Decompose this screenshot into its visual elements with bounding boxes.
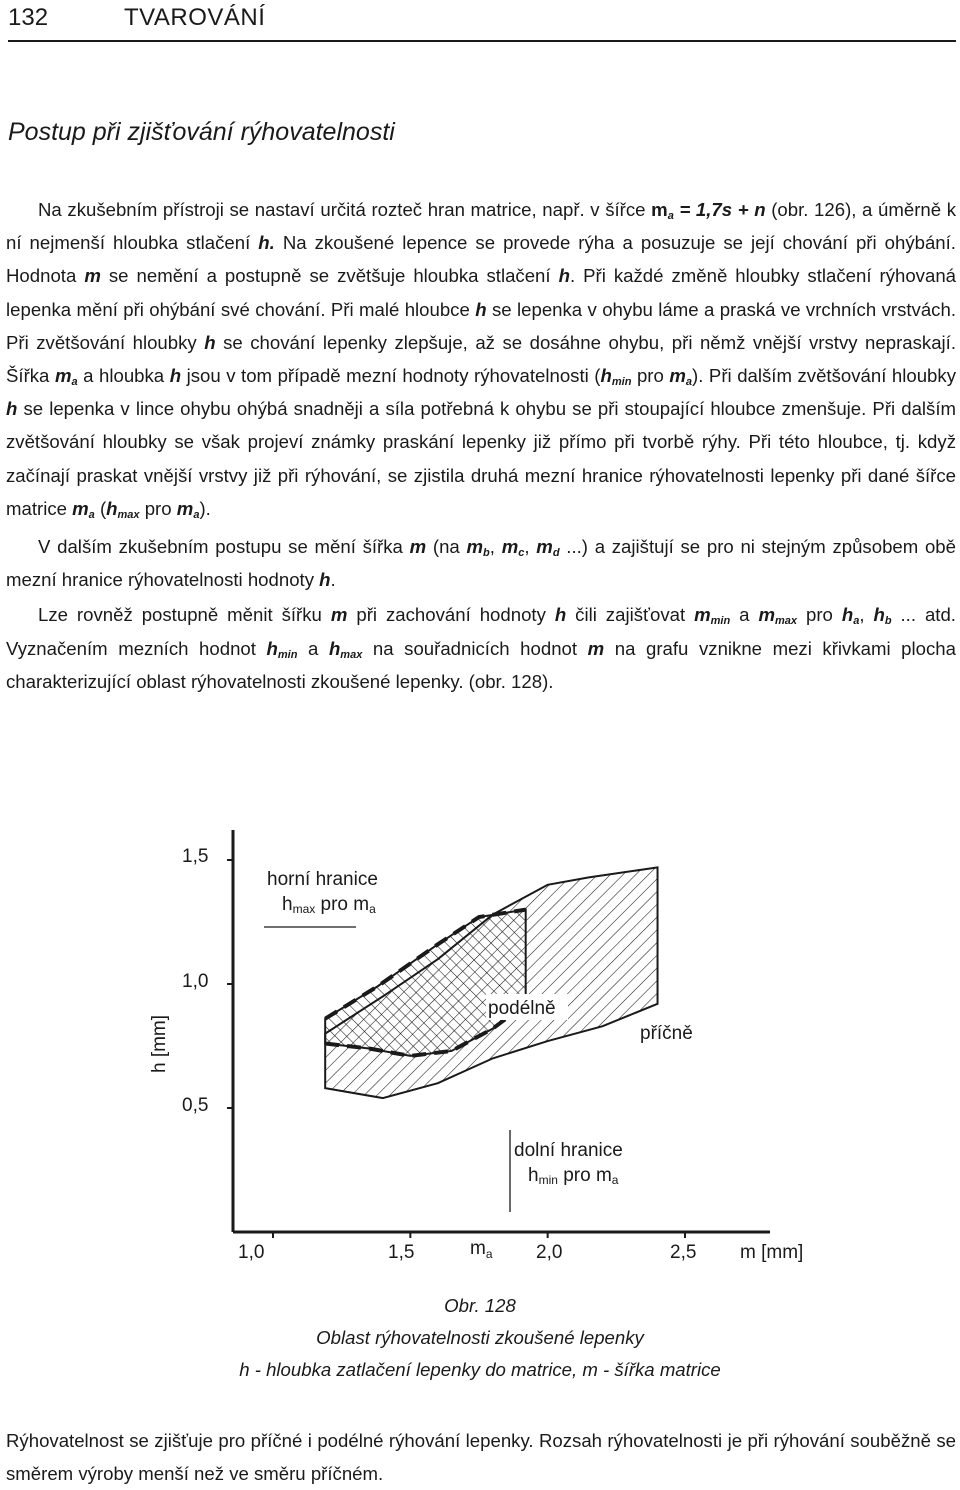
paragraph-2: V dalším zkušebním postupu se mění šířka m (na $m_b$, $m_c$, $m_d$ ...) a zajištují se pro ni stejným způsobem obě mezní hranice rýhovatelnosti hodnoty h.	[6, 536, 956, 591]
y-tick-label-3: 0,5	[182, 1095, 209, 1116]
figure-caption-title: Oblast rýhovatelnosti zkoušené lepenky	[316, 1327, 644, 1348]
x-tick-label-4: 2,5	[670, 1242, 697, 1263]
figure-caption-legend: h - hloubka zatlačení lepenky do matrice, m - šířka matrice	[239, 1359, 721, 1380]
upper-boundary-label: horní hranice	[267, 869, 378, 890]
y-tick-label-1: 1,5	[182, 846, 209, 867]
paragraph-1: Na zkušebním přístroji se nastaví určitá rozteč hran matrice, např. v šířce $m_a = 1,7s + n$ (obr. 126), a úměrně k ní nejmenší hloubka stlačení h. Na zkoušené lepence se provede rýha a posuzuje se její chování při ohýbání. Hodnota m se nemění a postupně se zvětšuje hloubka stlačení h. Při každé změně hloubky stlačení rýhovaná lepenka mění při ohýbání své chování. Při malé hloubce h se lepenka v ohybu láme a praská ve vrchních vrstvách. Při zvětšování hloubky h se chování lepenky zlepšuje, až se dosáhne ohybu, při němž vnější vrstvy nepraskají. Šířka $m_a$ a hloubka h jsou v tom případě mezní hodnoty rýhovatelnosti ($h_{min}$ pro $m_a$). Při dalším zvětšování hloubky h se lepenka v lince ohybu ohýbá snadněji a síla potřebná k ohybu se při stoupající hloubce zmenšuje. Při dalším zvětšování hloubky se však projeví známky praskání lepenky již přímo při tvorbě rýhy. Při této hloubce, tj. když začínají praskat vnější vrstvy již při rýhování, se zjistila druhá mezní hranice rýhovatelnosti lepenky při dané šířce matrice $m_a$ ($h_{max}$ pro $m_a$).	[6, 199, 956, 521]
figure-caption-number: Obr. 128	[444, 1295, 516, 1316]
lower-boundary-sublabel: hmin pro ma	[528, 1165, 619, 1187]
rhovatelnost-chart	[130, 820, 830, 1280]
body-text	[6, 193, 956, 698]
bottom-paragraph: Rýhovatelnost se zjišťuje pro příčné i podélné rýhování lepenky. Rozsah rýhovatelnosti je při rýhování souběžně se směrem výroby menší než ve směru příčném.	[6, 1430, 956, 1484]
x-tick-label-3: 2,0	[536, 1242, 563, 1263]
section-title: Postup při zjišťování rýhovatelnosti	[8, 118, 395, 146]
series-label-podelne: podélně	[488, 998, 556, 1019]
lower-boundary-label: dolní hranice	[514, 1140, 623, 1161]
running-title: TVAROVÁNÍ	[124, 4, 266, 31]
x-tick-label-2: 1,5	[388, 1242, 415, 1263]
y-axis-label: h [mm]	[149, 1014, 170, 1074]
x-marker-label: $m_a$	[470, 1238, 493, 1261]
page-number: 132	[8, 4, 49, 31]
upper-boundary-sublabel: hmax pro ma	[282, 894, 376, 916]
paragraph-3: Lze rovněž postupně měnit šířku m při zachování hodnoty h čili zajišťovat $m_{min}$ a $m_{max}$ pro $h_a$, $h_b$ ... atd. Vyznačením mezních hodnot $h_{min}$ a $h_{max}$ na souřadnicích hodnot m na grafu vznikne mezi křivkami plocha charakterizující oblast rýhovatelnosti zkoušené lepenky. (obr. 128).	[6, 604, 956, 692]
series-label-pricne: příčně	[640, 1023, 693, 1044]
y-tick-label-2: 1,0	[182, 971, 209, 992]
page-header	[8, 0, 956, 42]
x-axis-label: m [mm]	[740, 1242, 804, 1263]
x-tick-label-1: 1,0	[238, 1242, 265, 1263]
